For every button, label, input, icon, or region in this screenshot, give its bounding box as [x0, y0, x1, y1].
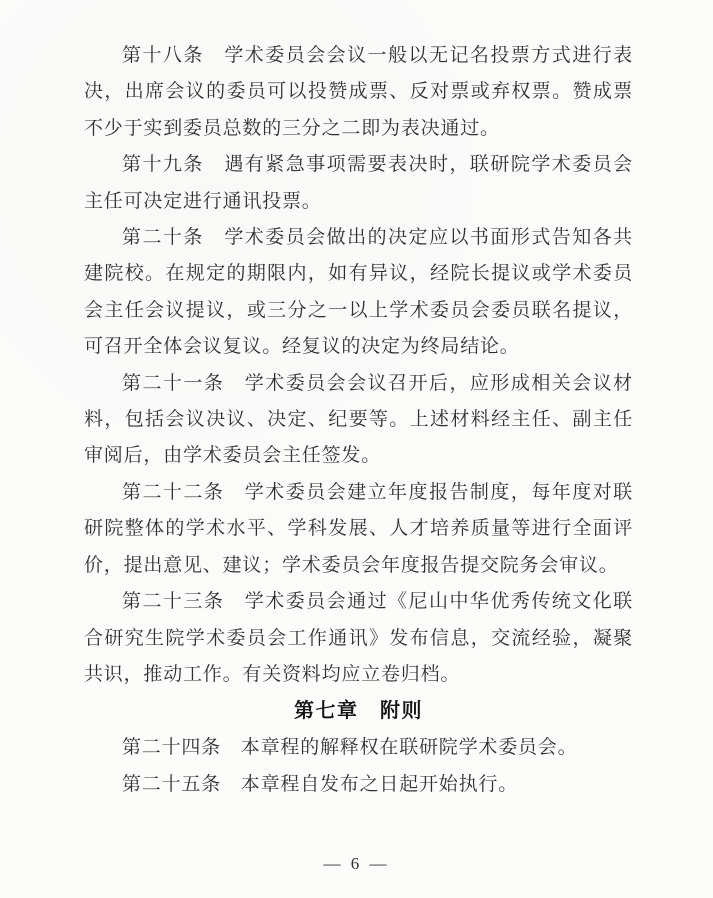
document-body: [84, 38, 633, 803]
chapter-heading: 第七章 附则: [294, 700, 423, 723]
article-paragraph-24: 第二十四条 本章程的解释权在联研院学术委员会。: [122, 737, 578, 759]
article-paragraph-18: 第十八条 学术委员会会议一般以无记名投票方式进行表决，出席会议的委员可以投赞成票、反对票或弃权票。赞成票不少于实到委员总数的三分之二即为表决通过。: [84, 45, 633, 139]
article-paragraph-21: 第二十一条 学术委员会会议召开后，应形成相关会议材料，包括会议决议、决定、纪要等。上述材料经主任、副主任审阅后，由学术委员会主任签发。: [84, 372, 633, 467]
article-paragraph-23: 第二十三条 学术委员会通过《尼山中华优秀传统文化联合研究生院学术委员会工作通讯》发布信息，交流经验，凝聚共识，推动工作。有关资料均应立卷归档。: [84, 591, 633, 685]
article-paragraph-19: 第十九条 遇有紧急事项需要表决时，联研院学术委员会主任可决定进行通讯投票。: [84, 154, 633, 212]
page-number: — 6 —: [323, 854, 390, 873]
article-paragraph-25: 第二十五条 本章程自发布之日起开始执行。: [122, 773, 519, 795]
article-paragraph-22: 第二十二条 学术委员会建立年度报告制度，每年度对联研院整体的学术水平、学科发展、人才培养质量等进行全面评价，提出意见、建议；学术委员会年度报告提交院务会审议。: [84, 481, 633, 576]
article-paragraph-20: 第二十条 学术委员会做出的决定应以书面形式告知各共建院校。在规定的期限内，如有异议，经院长提议或学术委员会主任会议提议，或三分之一以上学术委员会委员联名提议，可召开全体会议复议。经复议的决定为终局结论。: [84, 227, 633, 358]
